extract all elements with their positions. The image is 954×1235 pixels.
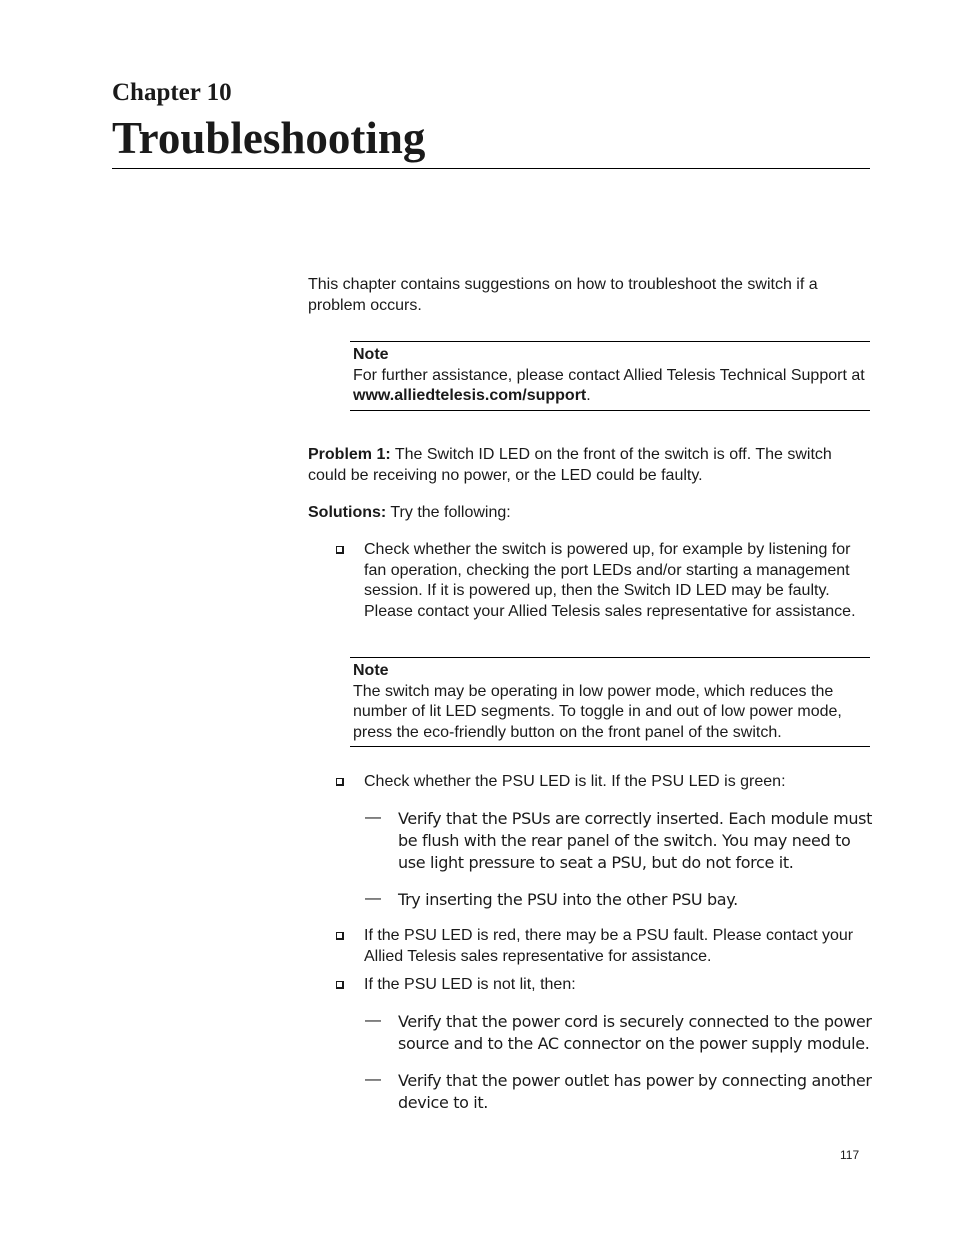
bullet-text: If the PSU LED is red, there may be a PSU fault. Please contact your Allied Telesis sales representative for assistance. [364, 927, 854, 965]
dash-marker: — [365, 890, 381, 907]
intro-paragraph: This chapter contains suggestions on how to troubleshoot the switch if a problem occurs. [308, 276, 818, 314]
chapter-title: Troubleshooting [112, 113, 426, 163]
problem-paragraph [308, 445, 873, 486]
note-text: The switch may be operating in low power mode, which reduces the number of lit LED segments. To toggle in and out of low power mode, press the eco-friendly button on the front panel of the switch. [353, 682, 842, 741]
chapter-label: Chapter 10 [112, 79, 232, 106]
page-number: 117 [840, 1148, 860, 1162]
note-box-support [350, 341, 870, 411]
dash-marker: — [365, 1012, 381, 1029]
problem-text: The Switch ID LED on the front of the switch is off. The switch could be receiving no power, or the LED could be faulty. [308, 446, 832, 484]
support-url: www.alliedtelesis.com/support [353, 387, 587, 404]
solutions-text: Try the following: [386, 504, 511, 521]
note-text-before: For further assistance, please contact Allied Telesis Technical Support at [353, 366, 865, 384]
sub-item-text: Verify that the power outlet has power by connecting another device to it. [398, 1071, 872, 1112]
solutions-paragraph [308, 503, 873, 524]
title-divider [112, 168, 870, 169]
note-box-low-power [350, 657, 870, 747]
bullet-text: Check whether the PSU LED is lit. If the PSU LED is green: [364, 773, 786, 790]
sub-item-text: Verify that the power cord is securely connected to the power source and to the AC connector on the power supply module. [398, 1012, 872, 1053]
sub-item-text: Verify that the PSUs are correctly inserted. Each module must be flush with the rear panel of the switch. You may need to use light pressure to seat a PSU, but do not force it. [398, 809, 873, 872]
checkbox-bullet-icon [336, 981, 344, 989]
bullet-text: Check whether the switch is powered up, for example by listening for fan operation, checking the port LEDs and/or starting a management session. If it is powered up, then the Switch ID LED may be faulty. Please contact your Allied Telesis sales representative for assistance. [364, 541, 856, 620]
bullet-text: If the PSU LED is not lit, then: [364, 976, 576, 993]
sub-item-text: Try inserting the PSU into the other PSU bay. [398, 890, 738, 909]
problem-label: Problem 1: [308, 446, 391, 463]
checkbox-bullet-icon [336, 546, 344, 554]
checkbox-bullet-icon [336, 932, 344, 940]
dash-marker: — [365, 809, 381, 826]
note-text [353, 366, 870, 407]
solutions-label: Solutions: [308, 504, 387, 521]
note-heading: Note [353, 346, 389, 363]
checkbox-bullet-icon [336, 778, 344, 786]
dash-marker: — [365, 1071, 381, 1088]
note-text-after: . [586, 387, 591, 404]
note-heading: Note [353, 662, 389, 679]
